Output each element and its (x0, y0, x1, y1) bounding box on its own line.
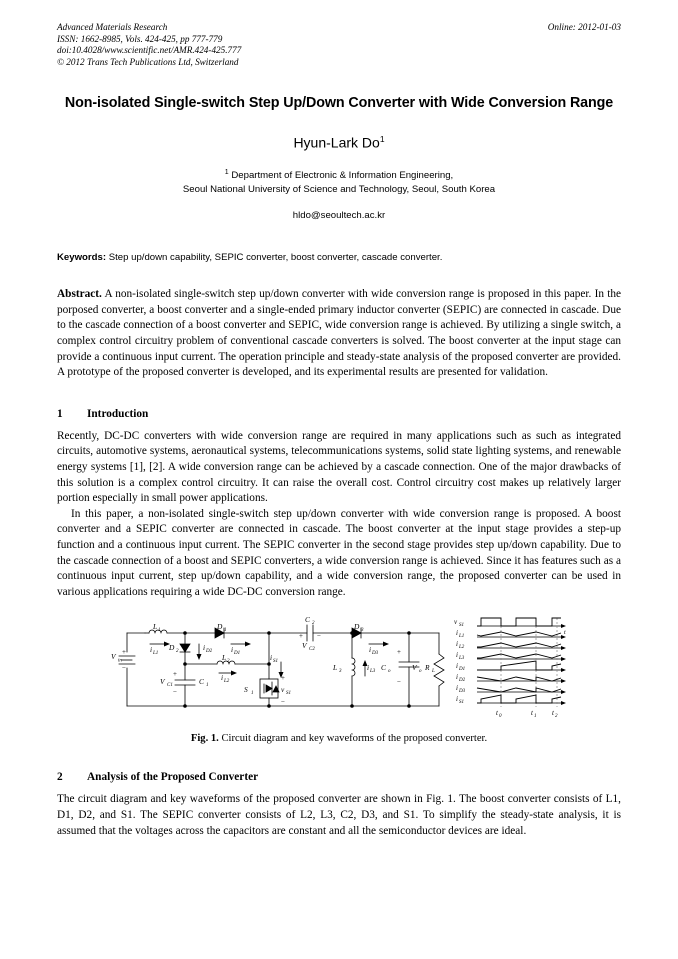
polarity-c1-plus: + (173, 670, 177, 679)
journal-doi: doi:10.4028/www.scientific.net/AMR.424-425.777 (57, 45, 242, 56)
label-vin-sub: in (118, 658, 122, 664)
label-D2-sub: 2 (176, 649, 179, 655)
abstract-label: Abstract. (57, 288, 102, 301)
label-D3: D (354, 622, 360, 632)
label-L1-sub: 1 (158, 628, 161, 634)
label-L2-sub: 2 (227, 659, 230, 665)
figure-1 (57, 614, 621, 744)
waveform-label-iD2-sub: D2 (459, 678, 466, 684)
page-content (57, 22, 621, 839)
figure-1-graphic (109, 614, 569, 721)
waveform-label-iL1-sub: L1 (459, 634, 465, 640)
label-iL3-sub: L3 (370, 669, 376, 675)
polarity-vin-plus: + (122, 648, 126, 657)
label-vS1: v (281, 685, 285, 695)
label-L1: L (153, 622, 158, 632)
polarity-vin-minus: − (122, 664, 126, 673)
label-D1-sub: 1 (224, 628, 227, 634)
polarity-c2-minus: − (317, 632, 321, 641)
label-S1: S (244, 685, 248, 695)
author-name (57, 134, 621, 151)
label-Co-sub: o (388, 669, 391, 675)
keywords-block (57, 251, 621, 264)
label-iL3: i (367, 663, 370, 673)
waveform-label-iD3-sub: D3 (459, 689, 466, 695)
waveform-label-iD1: i (456, 662, 458, 671)
affiliation-block (57, 166, 621, 196)
affiliation-line-2: Seoul National University of Science and Technology, Seoul, South Korea (182, 183, 496, 195)
label-Co: C (381, 663, 386, 673)
label-VC2: V (302, 641, 307, 651)
waveform-axis-label-t: t (564, 630, 566, 637)
section-1-paragraph-2: In this paper, a non-isolated single-switch step up/down converter with wide conversion range is proposed. A boost converter and a SEPIC converter are connected in cascade. The boost converter at the input stage provides a step-up function and a continuous input current. The SEPIC converter in the second stage provides step up/down capability. Due to the cascade connection of a boost and SEPIC converters, a wide conversion range is achieved. Since it has features such as a continuous input current, step up/down capability, and a wide conversion range, the proposed converter can be used in various applications requiring a wide DC-DC conversion range. (57, 507, 621, 598)
abstract-block (57, 287, 621, 381)
author-name-text: Hyun-Lark Do (293, 135, 380, 152)
waveform-tick-t1: t (531, 709, 533, 718)
label-iD1-sub: D1 (234, 651, 241, 657)
author-affiliation-marker: 1 (379, 134, 385, 145)
label-iD3: i (369, 645, 372, 655)
affiliation-marker: 1 (224, 169, 229, 177)
label-iS1-sub: S1 (273, 659, 278, 665)
label-iD1: i (231, 645, 234, 655)
label-VC2-sub: C2 (309, 647, 315, 653)
waveform-label-iL2: i (456, 640, 458, 649)
polarity-s1-minus: − (281, 698, 285, 707)
polarity-vo-plus: + (397, 648, 401, 657)
label-iL1-sub: L1 (153, 651, 159, 657)
label-VC1: V (160, 677, 165, 687)
polarity-c1-minus: − (173, 688, 177, 697)
waveform-label-iL3: i (456, 651, 458, 660)
waveform-label-vS1: v (454, 618, 458, 627)
label-iL1: i (150, 645, 153, 655)
waveform-label-iS1-sub: S1 (459, 700, 464, 706)
waveform-tick-t1-sub: 1 (534, 714, 537, 720)
label-Vo: V (412, 663, 417, 673)
journal-issn: ISSN: 1662-8985, Vols. 424-425, pp 777-779 (57, 33, 223, 44)
figure-1-caption-label: Fig. 1. (190, 733, 219, 745)
label-S1-sub: 1 (251, 691, 254, 697)
waveform-tick-t0-sub: 0 (499, 714, 502, 720)
waveform-label-iD3: i (456, 684, 458, 693)
section-heading-2 (57, 771, 621, 783)
label-iD3-sub: D3 (372, 651, 379, 657)
label-iD2-sub: D2 (206, 649, 213, 655)
keywords-text: Step up/down capability, SEPIC converter, boost converter, cascade converter. (108, 252, 443, 264)
journal-copyright: © 2012 Trans Tech Publications Ltd, Switzerland (57, 56, 239, 67)
section-number-2: 2 (57, 771, 63, 784)
label-iL2-sub: L2 (224, 679, 230, 685)
polarity-vo-minus: − (397, 678, 401, 687)
label-RL-sub: L (432, 669, 435, 675)
waveform-label-iL2-sub: L2 (459, 645, 465, 651)
waveform-label-iL1: i (456, 629, 458, 638)
label-VC1-sub: C1 (167, 683, 173, 689)
label-vS1-sub: S1 (286, 691, 291, 697)
journal-name: Advanced Materials Research (57, 22, 168, 32)
figure-1-caption-text: Circuit diagram and key waveforms of the proposed converter. (221, 733, 488, 745)
label-L3: L (333, 663, 338, 673)
waveform-label-iD2: i (456, 673, 458, 682)
label-L3-sub: 3 (339, 669, 342, 675)
label-D3-sub: 3 (361, 628, 364, 634)
section-2-paragraph-1: The circuit diagram and key waveforms of the proposed converter are shown in Fig. 1. The boost converter consists of L1, D1, D2, and S1. The SEPIC converter consists of L2, L3, C2, D3, and S1. To simplify the steady-state analysis, it is assumed that the voltages across the capacitors are constant and all the semiconductor devices are ideal. (57, 793, 621, 837)
label-C1-sub: 1 (206, 683, 209, 689)
label-iS1: i (270, 653, 273, 663)
page-title: Non-isolated Single-switch Step Up/Down Converter with Wide Conversion Range (64, 95, 614, 112)
section-title-1: Introduction (87, 407, 149, 420)
waveform-label-iD1-sub: D1 (459, 667, 466, 673)
label-D2: D (169, 643, 175, 653)
waveform-tick-t2: t (552, 709, 554, 718)
label-C1: C (199, 677, 204, 687)
label-D1: D (217, 622, 223, 632)
keywords-label: Keywords: (57, 252, 107, 264)
label-C2-sub: 2 (312, 621, 315, 627)
waveform-panel (454, 618, 566, 719)
section-number-1: 1 (57, 407, 63, 420)
online-date: Online: 2012-01-03 (547, 22, 621, 32)
figure-1-caption (57, 733, 621, 744)
waveform-label-iS1: i (456, 695, 458, 704)
polarity-s1-plus: + (281, 674, 285, 683)
author-email: hldo@seoultech.ac.kr (292, 210, 386, 222)
section-1-paragraph-1: Recently, DC-DC converters with wide conversion range are required in many applications such as such as integrated circuits, automotive systems, aeronautical systems, telecommunications systems, solid state lighting systems, and renewable energy systems [1], [2]. A wide conversion range can be achieved by a cascade connection. One of the major drawbacks of this solution is a complex control circuitry. It can raise the overall cost. Control circuitry cost makes up relatively larger portion especially in small power applications. (57, 429, 621, 505)
journal-header (57, 22, 621, 68)
label-RL: R (425, 663, 430, 673)
abstract-text: A non-isolated single-switch step up/down converter with wide conversion range is proposed in this paper. In the porposed converter, a boost converter and a single-ended primary inductor converter (SEPIC) are connected in cascade. Due to the cascade connection of a boost converter and SEPIC, wide conversion range is achieved. By utilizing a single switch, a complex control circuitry problem of conventional cascade converters is solved. The boost converter at the input stage can provide a continuous input current. The operation principle and steady-state analysis of the proposed converter are provided. A prototype of the proposed converter is developed, and its experimental results are presented for validation. (57, 288, 622, 379)
label-vin: V (111, 652, 116, 662)
waveform-tick-t0: t (496, 709, 498, 718)
waveform-label-iL3-sub: L3 (459, 656, 465, 662)
waveform-label-vS1-sub: S1 (459, 623, 464, 629)
section-heading-1 (57, 408, 621, 420)
polarity-c2-plus: + (299, 632, 303, 641)
waveform-tick-t2-sub: 2 (555, 714, 558, 720)
section-title-2: Analysis of the Proposed Converter (87, 771, 259, 784)
label-iL2: i (221, 673, 224, 683)
label-iD2: i (203, 643, 206, 653)
label-L2: L (222, 653, 227, 663)
label-C2: C (305, 615, 310, 625)
affiliation-line-1: Department of Electronic & Information Engineering, (231, 170, 454, 182)
label-Vo-sub: o (419, 669, 422, 675)
